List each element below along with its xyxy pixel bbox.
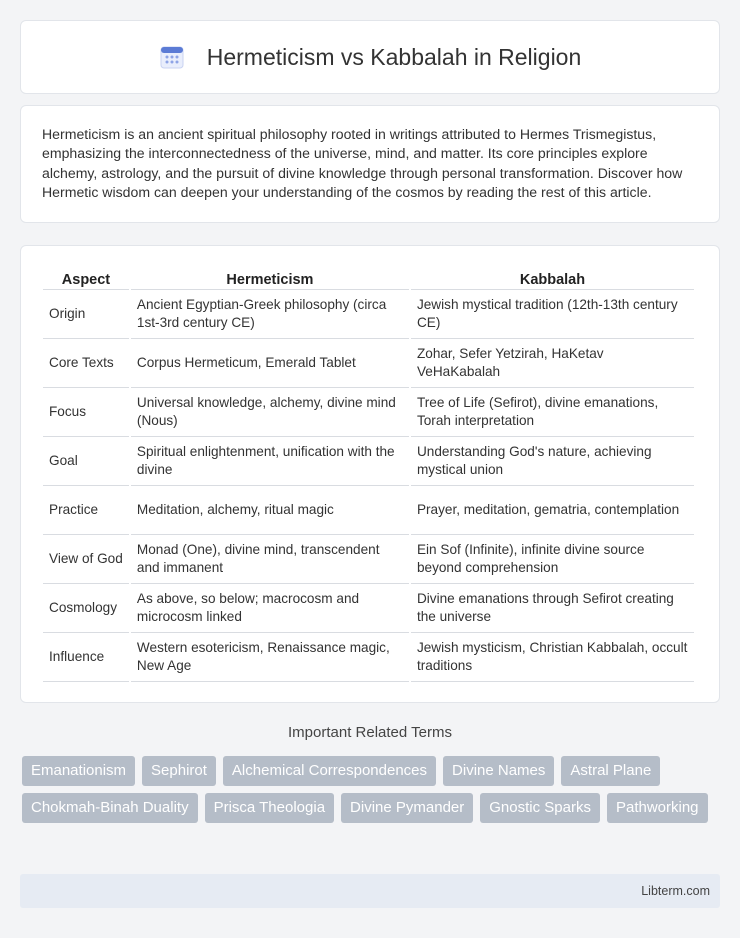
- related-term-tag[interactable]: Gnostic Sparks: [480, 793, 600, 823]
- aspect-cell: Cosmology: [43, 584, 129, 633]
- hermeticism-cell: Ancient Egyptian-Greek philosophy (circa 1st-3rd century CE): [131, 290, 409, 339]
- hermeticism-cell: Western esotericism, Renaissance magic, New Age: [131, 633, 409, 682]
- table-row: [43, 437, 694, 486]
- related-term-tag[interactable]: Alchemical Correspondences: [223, 756, 436, 786]
- aspect-cell: Core Texts: [43, 339, 129, 388]
- related-term-tag[interactable]: Chokmah-Binah Duality: [22, 793, 198, 823]
- calendar-grid-icon: [159, 44, 185, 70]
- kabbalah-cell: Prayer, meditation, gematria, contemplation: [411, 486, 694, 535]
- aspect-cell: Goal: [43, 437, 129, 486]
- related-term-tag[interactable]: Prisca Theologia: [205, 793, 334, 823]
- table-row: [43, 290, 694, 339]
- table-row: [43, 633, 694, 682]
- aspect-cell: Focus: [43, 388, 129, 437]
- hermeticism-cell: Meditation, alchemy, ritual magic: [131, 486, 409, 535]
- related-terms-list: [22, 756, 722, 823]
- hermeticism-cell: Universal knowledge, alchemy, divine mind (Nous): [131, 388, 409, 437]
- related-term-tag[interactable]: Divine Pymander: [341, 793, 473, 823]
- aspect-cell: Origin: [43, 290, 129, 339]
- aspect-cell: View of God: [43, 535, 129, 584]
- hermeticism-cell: Corpus Hermeticum, Emerald Tablet: [131, 339, 409, 388]
- aspect-cell: Practice: [43, 486, 129, 535]
- kabbalah-cell: Divine emanations through Sefirot creating the universe: [411, 584, 694, 633]
- header-card: [20, 20, 720, 94]
- comparison-card: [20, 245, 720, 703]
- table-row: [43, 339, 694, 388]
- related-term-tag[interactable]: Divine Names: [443, 756, 554, 786]
- table-row: [43, 584, 694, 633]
- hermeticism-cell: Monad (One), divine mind, transcendent and immanent: [131, 535, 409, 584]
- comparison-table: [41, 266, 696, 682]
- aspect-cell: Influence: [43, 633, 129, 682]
- related-terms-title: Important Related Terms: [288, 724, 452, 741]
- related-term-tag[interactable]: Pathworking: [607, 793, 708, 823]
- intro-card: [20, 105, 720, 223]
- table-row: [43, 535, 694, 584]
- header-aspect: Aspect: [43, 266, 129, 290]
- kabbalah-cell: Jewish mysticism, Christian Kabbalah, occult traditions: [411, 633, 694, 682]
- hermeticism-cell: As above, so below; macrocosm and microcosm linked: [131, 584, 409, 633]
- intro-text: Hermeticism is an ancient spiritual philosophy rooted in writings attributed to Hermes Trismegistus, emphasizing the interconnectedness of the universe, mind, and matter. Its core principles explore alchemy, astrology, and the pursuit of divine knowledge through personal transformation. Discover how Hermetic wisdom can deepen your understanding of the cosmos by reading the rest of this article.: [42, 126, 683, 200]
- kabbalah-cell: Ein Sof (Infinite), infinite divine source beyond comprehension: [411, 535, 694, 584]
- table-row: [43, 388, 694, 437]
- related-term-tag[interactable]: Astral Plane: [561, 756, 660, 786]
- kabbalah-cell: Zohar, Sefer Yetzirah, HaKetav VeHaKabalah: [411, 339, 694, 388]
- related-term-tag[interactable]: Emanationism: [22, 756, 135, 786]
- table-row: [43, 486, 694, 535]
- page-title: Hermeticism vs Kabbalah in Religion: [206, 43, 582, 70]
- related-term-tag[interactable]: Sephirot: [142, 756, 216, 786]
- footer: [20, 874, 720, 908]
- kabbalah-cell: Tree of Life (Sefirot), divine emanations, Torah interpretation: [411, 388, 694, 437]
- header-hermeticism: Hermeticism: [131, 266, 409, 290]
- kabbalah-cell: Jewish mystical tradition (12th-13th century CE): [411, 290, 694, 339]
- footer-site-link[interactable]: Libterm.com: [641, 884, 710, 898]
- hermeticism-cell: Spiritual enlightenment, unification with the divine: [131, 437, 409, 486]
- header-kabbalah: Kabbalah: [411, 266, 694, 290]
- kabbalah-cell: Understanding God's nature, achieving mystical union: [411, 437, 694, 486]
- table-header-row: [43, 266, 694, 290]
